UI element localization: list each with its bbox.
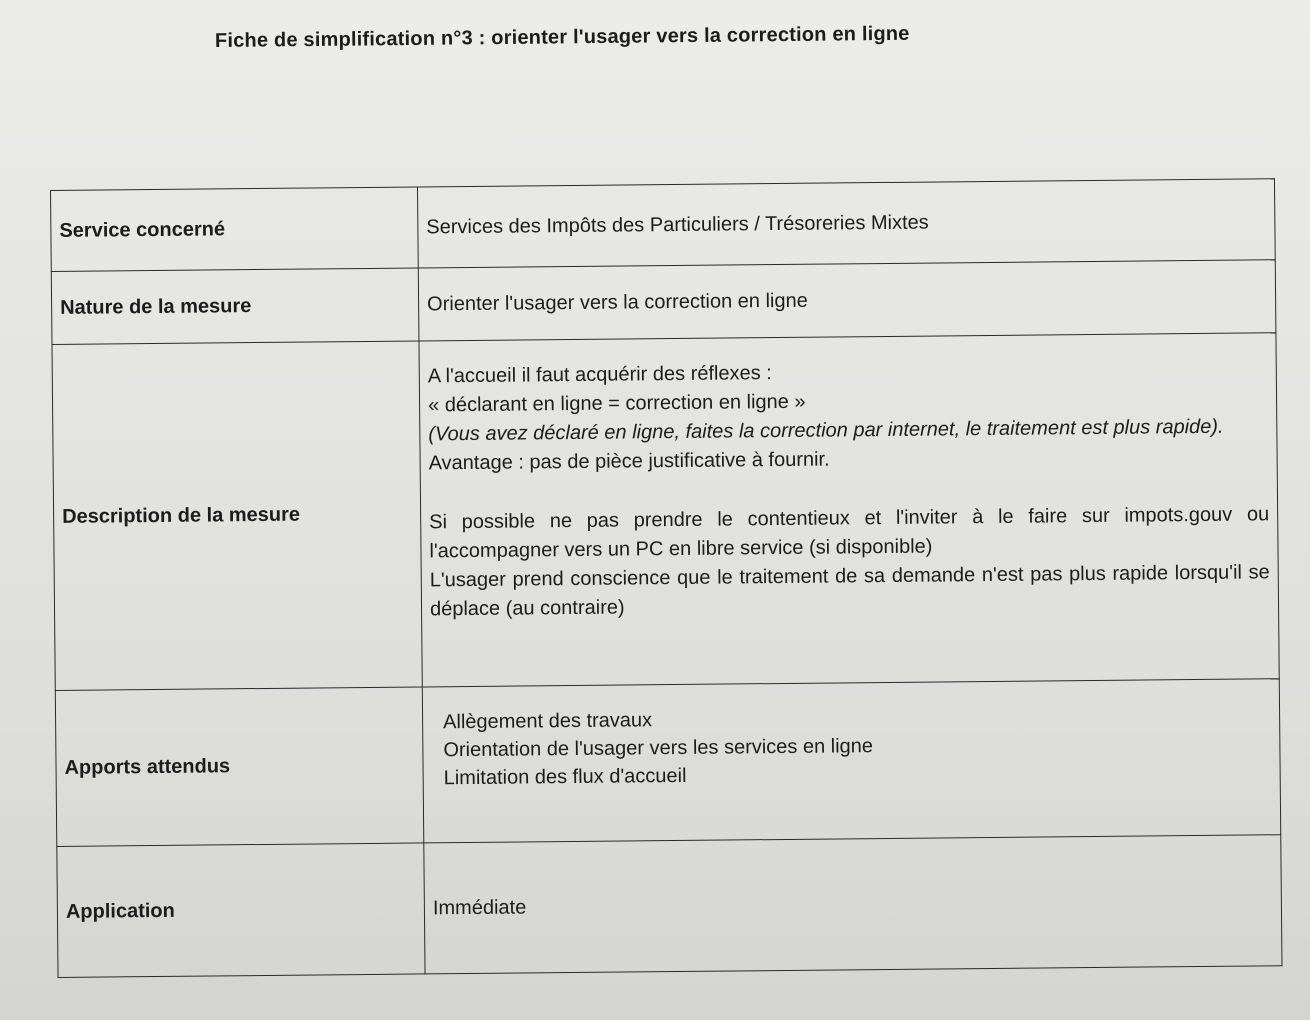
description-line-2: « déclarant en ligne = correction en ligne »	[427, 390, 806, 416]
apports-item: Allègement des travaux	[443, 708, 653, 733]
table-row-nature	[51, 260, 1276, 345]
description-paragraph-3: L'usager prend conscience que le traitement de sa demande n'est pas plus rapide lorsqu'il se déplace (au contraire)	[429, 560, 1270, 620]
table-row-application	[57, 835, 1282, 978]
apports-label: Apports attendus	[55, 687, 423, 847]
application-value: Immédiate	[424, 835, 1282, 974]
nature-label: Nature de la mesure	[51, 268, 419, 345]
fiche-table-container	[50, 178, 1283, 978]
page-title: Fiche de simplification n°3 : orienter l'usager vers la correction en ligne	[214, 22, 910, 52]
fiche-table	[50, 178, 1283, 978]
description-advantage: Avantage : pas de pièce justificative à fournir.	[428, 448, 830, 474]
apports-item: Limitation des flux d'accueil	[443, 764, 687, 789]
apports-list	[431, 700, 1272, 822]
apports-value	[422, 679, 1280, 843]
service-label: Service concerné	[51, 187, 419, 272]
table-row-description	[52, 333, 1279, 691]
description-value	[419, 333, 1279, 687]
nature-value: Orienter l'usager vers la correction en ligne	[418, 260, 1276, 341]
description-paragraph-2: Si possible ne pas prendre le contentieux et l'inviter à le faire sur impots.gouv ou l'accompagner vers un PC en libre service (si disponible)	[429, 502, 1270, 562]
apports-item: Orientation de l'usager vers les services en ligne	[443, 734, 874, 761]
application-label: Application	[57, 843, 425, 978]
table-row-apports	[55, 679, 1280, 847]
table-row-service	[51, 179, 1276, 272]
description-line-3	[428, 412, 1269, 478]
description-italic: (Vous avez déclaré en ligne, faites la correction par internet, le traitement est plus rapide).	[428, 415, 1224, 445]
description-line-1: A l'accueil il faut acquérir des réflexes :	[427, 361, 772, 387]
description-label: Description de la mesure	[52, 341, 422, 691]
service-value: Services des Impôts des Particuliers / Trésoreries Mixtes	[417, 179, 1275, 268]
